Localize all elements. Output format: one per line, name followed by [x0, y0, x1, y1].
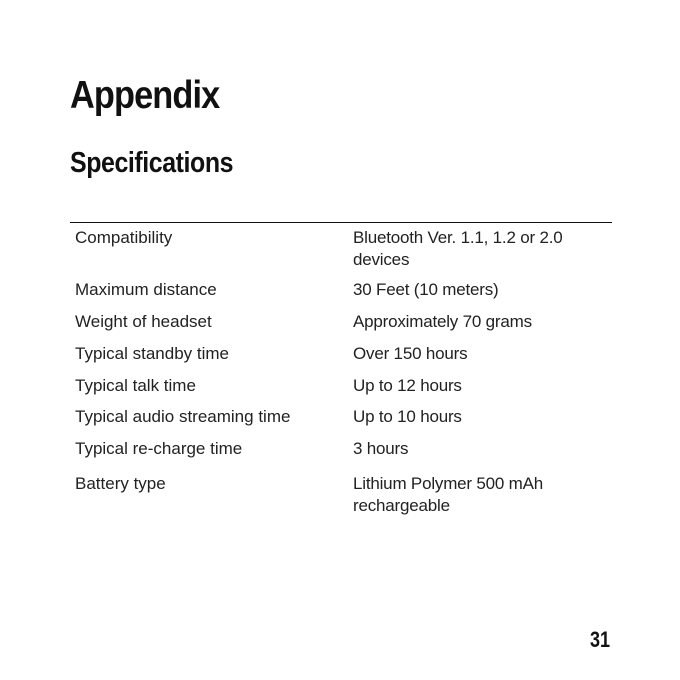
specification-label: Compatibility	[75, 228, 173, 247]
specification-row	[75, 438, 585, 473]
specification-value: Approximately 70 grams	[353, 312, 532, 331]
specification-row	[75, 473, 585, 519]
specification-value: 30 Feet (10 meters)	[353, 280, 499, 299]
specifications-table	[75, 227, 585, 519]
specification-value: Lithium Polymer 500 mAh rechargeable	[353, 474, 544, 515]
page-number: 31	[590, 627, 611, 652]
section-divider	[70, 222, 612, 223]
specification-label: Weight of headset	[75, 312, 212, 331]
section-title: Specifications	[70, 147, 234, 179]
specification-row	[75, 311, 585, 343]
specification-label: Typical standby time	[75, 344, 230, 363]
specification-label: Typical audio streaming time	[75, 407, 291, 426]
specification-row	[75, 279, 585, 311]
specification-value: Over 150 hours	[353, 344, 468, 363]
specification-label: Typical talk time	[75, 376, 196, 395]
page-title: Appendix	[70, 74, 220, 117]
specification-label: Typical re-charge time	[75, 439, 243, 458]
specification-value: 3 hours	[353, 439, 409, 458]
specification-row	[75, 375, 585, 406]
specification-row	[75, 406, 585, 438]
specification-label: Battery type	[75, 474, 166, 493]
specification-row	[75, 343, 585, 375]
specification-row	[75, 227, 585, 279]
specification-label: Maximum distance	[75, 280, 217, 299]
specification-value: Up to 12 hours	[353, 376, 462, 395]
specification-value: Up to 10 hours	[353, 407, 462, 426]
specification-value: Bluetooth Ver. 1.1, 1.2 or 2.0 devices	[353, 228, 563, 269]
